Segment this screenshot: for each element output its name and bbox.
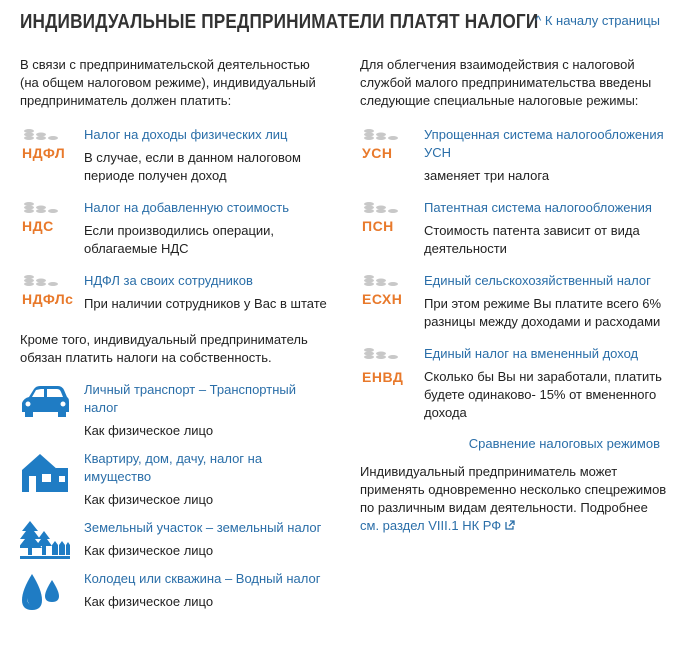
property-item-transport	[20, 381, 330, 440]
house-icon	[20, 450, 70, 494]
external-link-icon	[505, 520, 515, 530]
tax-name-link[interactable]: Налог на доходы физических лиц	[84, 127, 288, 142]
regime-item-psn	[360, 199, 670, 258]
tax-item-ndfl-staff	[20, 272, 330, 313]
coins-icon	[360, 128, 412, 168]
property-desc: Как физическое лицо	[84, 543, 214, 558]
property-name-link[interactable]: Земельный участок – земельный налог	[84, 520, 322, 535]
coins-icon	[20, 274, 72, 314]
regime-name-link[interactable]: Единый налог на вмененный доход	[424, 346, 639, 361]
regime-item-usn	[360, 126, 670, 185]
tax-name-link[interactable]: НДФЛ за своих сотрудников	[84, 273, 253, 288]
right-intro: Для облегчения взаимодействия с налоговой службой малого предпринимательства введены следующие специальные налоговые режимы:	[360, 57, 652, 108]
regime-code: ПСН	[362, 218, 394, 234]
water-drops-icon	[20, 570, 70, 614]
tax-name-link[interactable]: Налог на добавленную стоимость	[84, 200, 289, 215]
left-intro: В связи с предпринимательской деятельностью (на общем налоговом режиме), индивидуальный предприниматель должен платить:	[20, 57, 316, 108]
trees-icon	[20, 519, 70, 563]
property-desc: Как физическое лицо	[84, 423, 214, 438]
regime-desc: заменяет три налога	[424, 168, 550, 183]
page-title: ИНДИВИДУАЛЬНЫЕ ПРЕДПРИНИМАТЕЛИ ПЛАТЯТ НАЛОГИ	[20, 11, 539, 33]
regime-desc: При этом режиме Вы платите всего 6% разницы между доходами и расходами	[424, 296, 662, 329]
coins-icon	[360, 347, 412, 387]
coins-icon	[360, 274, 412, 314]
regime-desc: Стоимость патента зависит от вида деятельности	[424, 223, 640, 256]
regime-item-envd	[360, 345, 670, 422]
left-column	[20, 56, 330, 621]
regime-code: ЕСХН	[362, 291, 403, 307]
tax-code: НДФЛ	[22, 145, 66, 161]
regime-name-link[interactable]: Упрощенная система налогообложения УСН	[424, 127, 664, 160]
coins-icon	[20, 201, 72, 241]
coins-icon	[20, 128, 72, 168]
property-item-land	[20, 519, 330, 560]
property-desc: Как физическое лицо	[84, 594, 214, 609]
coins-icon	[360, 201, 412, 241]
property-name-link[interactable]: Колодец или скважина – Водный налог	[84, 571, 321, 586]
regime-code: ЕНВД	[362, 369, 404, 385]
property-intro: Кроме того, индивидуальный предприниматель обязан платить налоги на собственность.	[20, 332, 308, 365]
note-body: Индивидуальный предприниматель может применять одновременно несколько спецрежимов по различным видам деятельности. Подробнее	[360, 464, 667, 515]
property-desc: Как физическое лицо	[84, 492, 214, 507]
property-name-link[interactable]: Личный транспорт – Транспортный налог	[84, 382, 296, 415]
tax-desc: В случае, если в данном налоговом периоде получен доход	[84, 150, 301, 183]
nk-rf-link-label: см. раздел VIII.1 НК РФ	[360, 518, 502, 533]
regime-code: УСН	[362, 145, 393, 161]
back-to-top-link[interactable]: ^ К началу страницы	[535, 13, 660, 28]
tax-code: НДС	[22, 218, 54, 234]
tax-desc: При наличии сотрудников у Вас в штате	[84, 296, 327, 311]
property-item-house	[20, 450, 330, 509]
compare-regimes-link[interactable]: Сравнение налоговых режимов	[468, 436, 660, 451]
regime-desc: Сколько бы Вы ни заработали, платить будете одинаково- 15% от вмененного дохода	[424, 369, 662, 420]
note-text	[360, 463, 670, 535]
property-name-link[interactable]: Квартиру, дом, дачу, налог на имущество	[84, 451, 263, 484]
tax-item-ndfl	[20, 126, 330, 185]
regime-item-eshn	[360, 272, 670, 331]
tax-item-nds	[20, 199, 330, 258]
tax-code: НДФЛс	[22, 291, 74, 307]
nk-rf-link[interactable]	[360, 518, 515, 533]
tax-desc: Если производились операции, облагаемые НДС	[84, 223, 275, 256]
car-icon	[20, 381, 70, 425]
regime-name-link[interactable]: Единый сельскохозяйственный налог	[424, 273, 651, 288]
property-item-water	[20, 570, 330, 611]
right-column	[360, 56, 670, 535]
regime-name-link[interactable]: Патентная система налогообложения	[424, 200, 652, 215]
